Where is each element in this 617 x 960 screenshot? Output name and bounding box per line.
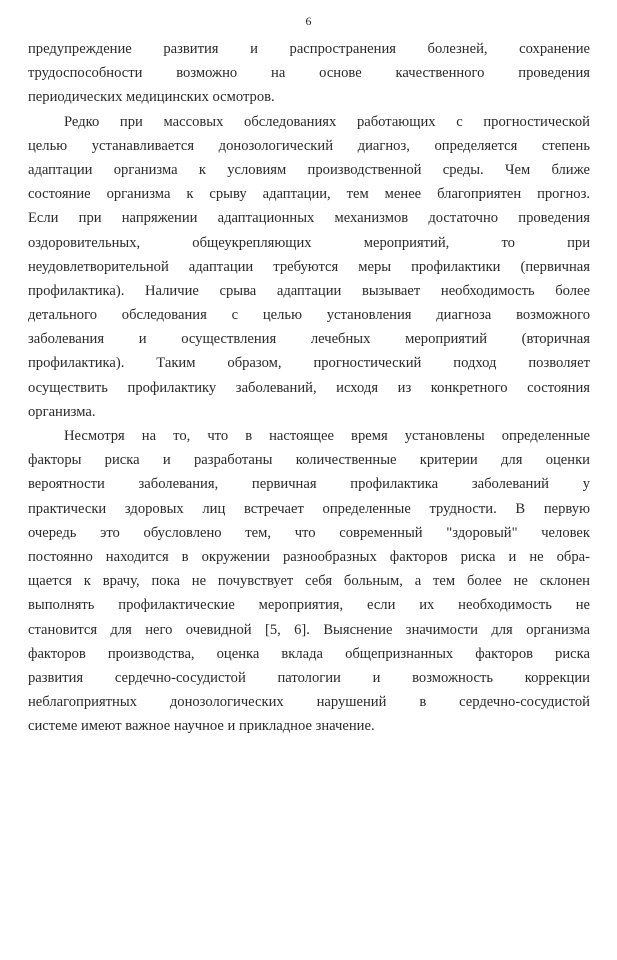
paragraph-2 [28,110,590,424]
text-line: становится для него очевидной [5, 6]. Выяснение значимости для организма [28,621,590,638]
text-line: практически здоровых лиц встречает определенные трудности. В первую [28,500,590,517]
paragraph-3 [28,424,590,738]
text-line: развития сердечно-сосудистой патологии и возможность коррекции [28,669,590,686]
text-line: выполнять профилактические мероприятия, если их необходимость не [28,597,590,614]
text-line: Редко при массовых обследованиях работающих с прогностической [64,113,590,130]
text-line: осуществить профилактику заболеваний, исходя из конкретного состояния [28,379,590,396]
text-line: оздоровительных, общеукрепляющих мероприятий, то при [28,234,590,251]
text-line: трудоспособности возможно на основе качественного проведения [28,65,590,82]
text-line: неблагоприятных донозологических нарушений в сердечно-сосудистой [28,694,590,711]
text-line: неудовлетворительной адаптации требуются меры профилактики (первичная [28,258,590,275]
text-line: постоянно находится в окружении разнообразных факторов риска и не обра- [28,548,590,565]
text-line: организма. [28,403,96,420]
text-line: предупреждение развития и распространения болезней, сохранение [28,41,590,57]
text-line: целью устанавливается донозологический диагноз, определяется степень [28,137,590,154]
text-line: щается к врачу, пока не почувствует себя больным, а тем более не склонен [28,573,590,590]
text-line: состояние организма к срыву адаптации, тем менее благоприятен прогноз. [28,186,590,203]
text-line: адаптации организма к условиям производственной среды. Чем ближе [28,161,590,178]
text-line: профилактика). Наличие срыва адаптации вызывает необходимость более [28,282,590,299]
text-line: факторов производства, оценка вклада общепризнанных факторов риска [28,645,590,662]
text-line: факторы риска и разработаны количественные критерии для оценки [28,452,590,469]
text-line: Несмотря на то, что в настоящее время установлены определенные [64,428,590,444]
text-line: заболевания и осуществления лечебных мероприятий (вторичная [28,331,590,348]
paragraph-1 [28,37,590,110]
text-line: периодических медицинских осмотров. [28,89,275,106]
text-line: очередь это обусловлено тем, что современный "здоровый" человек [28,524,590,541]
text-line: детального обследования с целью установления диагноза возможного [28,307,590,324]
text-line: профилактика). Таким образом, прогностический подход позволяет [28,355,590,372]
page-number: 6 [305,14,312,28]
text-line: Если при напряжении адаптационных механизмов достаточно проведения [28,210,590,227]
document-body [28,37,590,738]
text-line: вероятности заболевания, первичная профилактика заболеваний у [28,476,590,493]
text-line: системе имеют важное научное и прикладное значение. [28,718,375,735]
